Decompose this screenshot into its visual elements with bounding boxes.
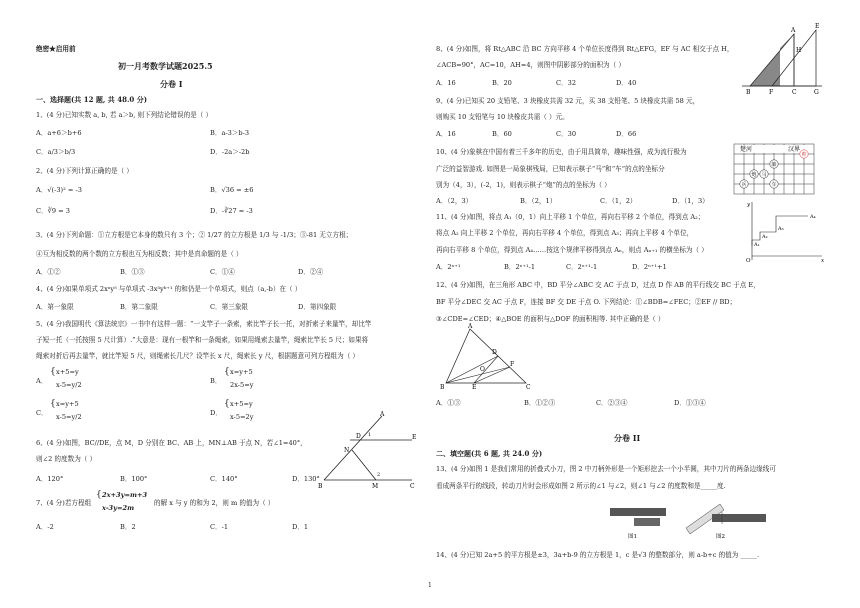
q9-line2: 则购买 10 支铅笔与 10 块橡皮共需（ ）元。 <box>436 113 569 121</box>
q12-label-a: A <box>468 323 473 330</box>
q11-line1: 11、(4 分)如图，将点 A₁（0，1）向上平移 1 个单位，再向右平移 2 个单位，得到点 A₂； <box>436 213 705 221</box>
q11-label-a3: A₃ <box>778 226 784 232</box>
q8-option-d: D．40 <box>616 79 637 87</box>
q6-option-b: B．100° <box>120 475 148 483</box>
q11-line3: 再向右平移 8 个单位，得到点 A₄……按这个规律平移得到点 Aₙ，则点 Aₙ₊₁ 的横坐标为（ ） <box>436 246 708 254</box>
page-number: 1 <box>428 582 432 589</box>
q3-option-c: C．①④ <box>210 268 235 276</box>
q9-option-a: A．16 <box>436 130 456 138</box>
q1-option-a: A．a+6＞b+6 <box>36 129 82 137</box>
q12-option-a: A．①③ <box>436 399 461 407</box>
q6-option-d: D．130° <box>292 475 320 483</box>
q5-a-eq2: x-5=y/2 <box>56 381 82 389</box>
q7-eq2: x-3y=2m <box>102 504 135 512</box>
q11-line2: 将点 A₂ 向上平移 2 个单位，再向右平移 4 个单位，得到点 A₃；再向上平移 4 个单位， <box>436 229 694 237</box>
q2-option-a: A．√(-3)² = -3 <box>36 186 82 194</box>
q1-option-c: C．a/3＞b/3 <box>36 148 76 156</box>
q8-label-f: F <box>769 89 774 96</box>
q11-label-a1: A₁ <box>754 242 760 248</box>
q9-option-b: B．60 <box>492 130 512 138</box>
q8-label-a: A <box>791 27 796 34</box>
q11-step-figure <box>742 200 826 264</box>
q10-piece-bing: 兵 <box>741 182 747 188</box>
q6-label-d: D <box>356 433 361 440</box>
q13-line1: 13、(4 分)如图 1 是我们常用的折叠式小刀，图 2 中刀柄外形是一个矩形挖去一个小半圆，其中刀片的两条边缘线可 <box>436 465 776 473</box>
q10-option-c: C．（1，2） <box>600 197 637 205</box>
q13-fig2-caption: 图2 <box>716 534 725 540</box>
q9-line1: 9、(4 分)已知买 20 支铅笔、3 块橡皮共需 32 元，买 38 支铅笔、5 块橡皮共需 58 元， <box>436 97 700 105</box>
q6-stem-line1: 6、(4 分)如图，BC//DE，点 M，D 分别在 BC、AB 上，MN⊥AB 于点 N，若∠1=40°， <box>36 439 307 447</box>
q11-option-a: A．2ⁿ⁺¹ <box>436 263 461 271</box>
q4-option-a: A．第一象限 <box>36 303 74 311</box>
q4-option-c: C．第三象限 <box>210 303 249 311</box>
q10-piece-shuai-red: 帅 <box>801 152 807 158</box>
q6-option-c: C．140° <box>210 475 238 483</box>
q3-option-a: A．①② <box>36 268 61 276</box>
q9-option-d: D．66 <box>616 130 637 138</box>
q1-option-b: B．a-3＞b-3 <box>210 129 250 137</box>
q12-option-c: C．②③④ <box>596 399 628 407</box>
q4-option-b: B．第二象限 <box>120 303 158 311</box>
q12-triangle-figure <box>440 325 530 389</box>
q8-option-c: C．32 <box>556 79 577 87</box>
part-two-title: 分卷 II <box>614 433 641 443</box>
q10-piece-pao: 炮 <box>751 172 757 178</box>
q3-option-b: B．①③ <box>120 268 145 276</box>
q13-fig1-caption: 图1 <box>628 534 637 540</box>
q2-option-d: D．-∛27 = -3 <box>210 207 253 215</box>
q12-label-o: O <box>480 366 485 373</box>
q11-option-c: C．2ⁿ⁺¹-1 <box>566 263 598 271</box>
q6-label-m: M <box>372 483 379 490</box>
q10-line3: 别为（4，3），(-2，1)，则表示棋子“炮”的点的坐标为（ ） <box>436 181 611 189</box>
q1-stem: 1、(4 分)已知实数 a, b, 若 a＞b, 则下列结论错误的是（ ） <box>36 111 213 119</box>
q10-piece-shuai: 帥 <box>771 162 777 168</box>
q14-stem: 14、(4 分)已知 2a+5 的平方根是±3，3a+b-9 的立方根是 1，c 是√3 的整数部分，则 a-b+c 的值为 _____. <box>436 551 760 559</box>
q13-line2: 看成两条平行的线段，转动刀片时会形成如图 2 所示的∠1 与∠2，则∠1 与∠2 的度数和是_____度. <box>436 482 726 490</box>
q6-label-a: A <box>380 411 385 418</box>
q12-label-f: F <box>510 361 515 368</box>
q6-stem-line2: 则∠2 的度数为（ ） <box>36 455 97 463</box>
q6-angle-1: 1 <box>368 432 372 438</box>
q11-axis-y: y <box>747 202 751 208</box>
q6-label-c: C <box>410 483 415 490</box>
q6-label-n: N <box>344 447 350 454</box>
q2-stem: 2、(4 分)下列计算正确的是（ ） <box>36 167 133 175</box>
exam-title: 初一月考数学试题2025.5 <box>118 61 213 71</box>
q11-label-a4: A₄ <box>810 214 816 220</box>
q12-label-c: C <box>526 384 531 391</box>
q10-chessboard-figure <box>732 142 816 198</box>
q13-knife-figures <box>604 498 774 542</box>
q10-piece-che: 车 <box>771 182 777 188</box>
q8-label-g: G <box>814 89 819 96</box>
q6-label-e: E <box>412 434 417 441</box>
q3-option-d: D．②④ <box>298 268 324 276</box>
q7-option-c: C．-1 <box>210 523 229 531</box>
q6-figure <box>314 410 424 490</box>
q12-label-e: E <box>472 384 477 391</box>
q5-d-eq1: x+5=y <box>230 400 253 408</box>
q12-line3: ③∠CDE=∠CED；④△BOE 的面积与△DOF 的面积相等. 其中正确的是（ ） <box>436 315 665 323</box>
q8-line2: ∠ACB=90°，AC=10，AH=4，则图中阴影部分的面积为（ ） <box>436 61 625 69</box>
q7-pre: 7、(4 分)若方程组 <box>36 499 92 507</box>
q7-post: 的解 x 与 y 的和为 2，则 m 的值为（ ） <box>154 499 275 507</box>
q4-option-d: D．第四象限 <box>298 303 337 311</box>
q7-option-b: B．2 <box>120 523 136 531</box>
q6-option-a: A．120° <box>36 475 64 483</box>
section-two-heading: 二、填空题(共 6 题, 共 24.0 分) <box>436 449 543 458</box>
q11-option-b: B．2ⁿ⁺¹-1 <box>504 263 536 271</box>
part-one-title: 分卷 I <box>160 79 183 89</box>
q2-option-c: C．∛9 = 3 <box>36 207 70 215</box>
q5-a-eq1: x+5=y <box>56 368 79 376</box>
q10-line1: 10、(4 分)象棋在中国有着三千多年的历史，由于用具简单，趣味性强，成为流行极为 <box>436 148 687 156</box>
q5-line3: 绳索对折后再去量竿，就比竿短 5 尺，则绳索长几尺？设竿长 x 尺，绳索长 y 尺，根据题意可列方程组为（ ） <box>36 352 360 360</box>
q8-label-e: E <box>815 23 820 30</box>
section-one-heading: 一、选择题(共 12 题, 共 48.0 分) <box>36 95 148 104</box>
q8-label-c: C <box>792 89 797 96</box>
q7-option-d: D．1 <box>292 523 309 531</box>
q8-line1: 8、(4 分)如图，将 Rt△ABC 沿 BC 方向平移 4 个单位长度得到 Rt△EFG，EF 与 AC 相交于点 H， <box>436 45 734 53</box>
q12-option-b: B．①②③ <box>524 399 556 407</box>
q5-line2: 子短一托（一托按照 5 尺计算）.”大意是：现有一根竿和一条绳索，如果用绳索去量竿，绳索比竿长 5 尺；如果将 <box>36 336 369 344</box>
q8-label-h: H <box>796 47 802 54</box>
q4-stem: 4、(4 分)如果单项式 2xᵃy⁵ 与单项式 -3x³yᵇ⁺¹ 的和仍是一个单项式，则点（a,-b）在（ ） <box>36 285 302 293</box>
q8-option-b: B．20 <box>492 79 512 87</box>
q11-option-d: D．2ⁿ⁺¹+1 <box>632 263 667 271</box>
q7-eq1: 2x+3y=m+3 <box>102 491 148 499</box>
q8-label-b: B <box>746 89 751 96</box>
q10-piece-ma: 马 <box>761 172 767 178</box>
q6-angle-2: 2 <box>377 472 381 478</box>
q5-c-eq1: x=y+5 <box>56 400 79 408</box>
q12-line2: BF 平分∠DEC 交 AC 于点 F，连接 BF 交 DE 于点 O. 下列结论：①∠BDB=∠FEC；②EF // BD； <box>436 298 737 306</box>
q3-stem-line1: 3、(4 分)下列命题：①立方根是它本身的数只有 3 个；② 1/27 的立方根是 1/3 与 -1/3；③-81 无立方根； <box>36 231 353 239</box>
exam-page: 绝密★启用前 初一月考数学试题2025.5 分卷 I 一、选择题(共 12 题, 共 48.0 分) 1、(4 分)已知实数 a, b, 若 a＞b, 则下列结论错误的是（ ） A．a+6＞b+6 B．a-3＞b-3 C．a/3＞b/3 D．-2a＞-2b 2、(4 分)下列计算正确的是（ ） A．√(-3)² = -3 B．√36 = ±6 C．∛9 = 3 D．-∛27 = -3 3、(4 分)下列命题：①立方根是它本身的数只有 3 个；② 1/27 的立方根是 1/3 与 -1/3；③-81 无立方根； ④互为相反数的两个数的立方根也互为相反数；其中是真命题的是（ ） A．①② B．①③ C．①④ D．②④ 4、(4 分)如果单项式 2xᵃy⁵ 与单项式 -3x³yᵇ⁺¹ 的和仍是一个单项式，则点（a,-b）在（ ） A．第一象限 B．第二象限 C．第三象限 D．第四象限 5、(4 分)我国明代《算法统宗》一书中有这样一题：“一支竿子一条索，索比竿子长一托，对折索子来量竿，却比竿 子短一托（一托按照 5 尺计算）.”大意是：现有一根竿和一条绳索，如果用绳索去量竿，绳索比竿长 5 尺；如果将 绳索对折后再去量竿，就比竿短 5 尺，则绳索长几尺？设竿长 x 尺，绳索长 y 尺，根据题意可列方程组为（ ） A． { x+5=y x-5=y/2 B． { x=y+5 2x-5=y C． { x=y+5 x-5=y/2 D． { x+5=y x-5=2y 6、(4 分)如图，BC//DE，点 M，D 分别在 BC、AB 上，MN⊥AB 于点 N，若∠1=40°， 则∠2 的度数为（ ） A．120° B．100° C．140° D．130° A D E N B M C 1 2 7、(4 分)若方程组 { 2x+3y=m+3 x-3y=2m 的解 x 与 y 的和为 2，则 m 的值为（ ） A．-2 B．2 C．-1 D．1 8、(4 分)如图，将 Rt△ABC 沿 BC 方向平移 4 个单位长度得到 Rt△EFG，EF 与 AC 相交于点 H， ∠ACB=90°，AC=10，AH=4，则图中阴影部分的面积为（ ） A．16 B．20 C．32 D．40 A E H B F C G 9、(4 分)已知买 20 支铅笔、3 块橡皮共需 32 元，买 38 支铅笔、5 块橡皮共需 58 元， 则购买 10 支铅笔与 10 块橡皮共需（ ）元。 A．16 B．60 C．30 D．66 10、(4 分)象棋在中国有着三千多年的历史，由于用具简单，趣味性强，成为流行极为 广泛的益智游戏. 如图是一局象棋残局，已知表示棋子“马”和“车”的点的坐标分 别为（4，3），(-2，1)，则表示棋子“炮”的点的坐标为（ ） A．（2，3） B．（2，1） C．（1，2） D．（1，3） 楚河 汉界 帥 马 炮 兵 车 帅 11、(4 分)如图，将点 A₁（0，1）向上平移 1 个单位，再向右平移 2 个单位，得到点 A₂； 将点 A₂ 向上平移 2 个单位，再向右平移 4 个单位，得到点 A₃；再向上平移 4 个单位， 再向右平移 8 个单位，得到点 A₄……按这个规律平移得到点 Aₙ，则点 Aₙ₊₁ 的横坐标为（ ） A．2ⁿ⁺¹ B．2ⁿ⁺¹-1 C．2ⁿ⁺¹-1 D．2ⁿ⁺¹+1 y x O A₁ A₂ A₃ A₄ 12、(4 分)如图，在三角形 ABC 中，BD 平分∠ABC 交 AC 于点 D，过点 D 作 AB 的平行线交 BC 于点 E， BF 平分∠DEC 交 AC 于点 F，连接 BF 交 DE 于点 O. 下列结论：①∠BDB=∠FEC；②EF // BD； ③∠CDE=∠CED；④△BOE 的面积与△DOF 的面积相等. 其中正确的是（ ） A D F O B E C A．①③ B．①②③ C．②③④ D．①③④ 分卷 II 二、填空题(共 6 题, 共 24.0 分) 13、(4 分)如图 1 是我们常用的折叠式小刀，图 2 中刀柄外形是一个矩形挖去一个小半圆，其中刀片的两条边缘线可 看成两条平行的线段，转动刀片时会形成如图 2 所示的∠1 与∠2，则∠1 与∠2 的度数和是_____度. 图1 图2 14、(4 分)已知 2a+5 的平方根是±3，3a+b-9 的立方根是 1，c 是√3 的整数部分，则 a-b+c 的值为 _____. 1 <box>36 23 825 589</box>
q10-option-d: D．（1，3） <box>672 197 709 205</box>
q10-chu-he: 楚河 <box>740 146 753 153</box>
q9-option-c: C．30 <box>556 130 577 138</box>
q8-option-a: A．16 <box>436 79 456 87</box>
q11-axis-x: x <box>821 258 825 264</box>
q12-label-b: B <box>440 384 445 391</box>
q7-option-a: A．-2 <box>36 523 54 531</box>
secret-mark: 绝密★启用前 <box>36 45 76 53</box>
q8-figure <box>738 24 824 94</box>
q6-label-b: B <box>318 483 323 490</box>
q10-line2: 广泛的益智游戏. 如图是一局象棋残局，已知表示棋子“马”和“车”的点的坐标分 <box>436 165 665 173</box>
q10-option-b: B．（2，1） <box>520 197 557 205</box>
q12-line1: 12、(4 分)如图，在三角形 ABC 中，BD 平分∠ABC 交 AC 于点 D，过点 D 作 AB 的平行线交 BC 于点 E， <box>436 281 760 289</box>
q10-option-a: A．（2，3） <box>436 197 473 205</box>
q5-b-eq1: x=y+5 <box>230 368 253 376</box>
q10-han-jie: 汉界 <box>788 146 801 153</box>
q5-c-eq2: x-5=y/2 <box>56 413 82 421</box>
q2-option-b: B．√36 = ±6 <box>210 186 254 194</box>
q3-stem-line2: ④互为相反数的两个数的立方根也互为相反数；其中是真命题的是（ ） <box>36 250 243 258</box>
q12-label-d: D <box>492 349 497 356</box>
q11-label-a2: A₂ <box>762 234 768 240</box>
q5-b-eq2: 2x-5=y <box>230 381 254 389</box>
q12-option-d: D．①③④ <box>674 399 706 407</box>
q5-line1: 5、(4 分)我国明代《算法统宗》一书中有这样一题：“一支竿子一条索，索比竿子长一托，对折索子来量竿，却比竿 <box>36 320 372 328</box>
q11-origin: O <box>746 258 751 264</box>
q5-d-eq2: x-5=2y <box>230 413 254 421</box>
q1-option-d: D．-2a＞-2b <box>210 148 250 156</box>
